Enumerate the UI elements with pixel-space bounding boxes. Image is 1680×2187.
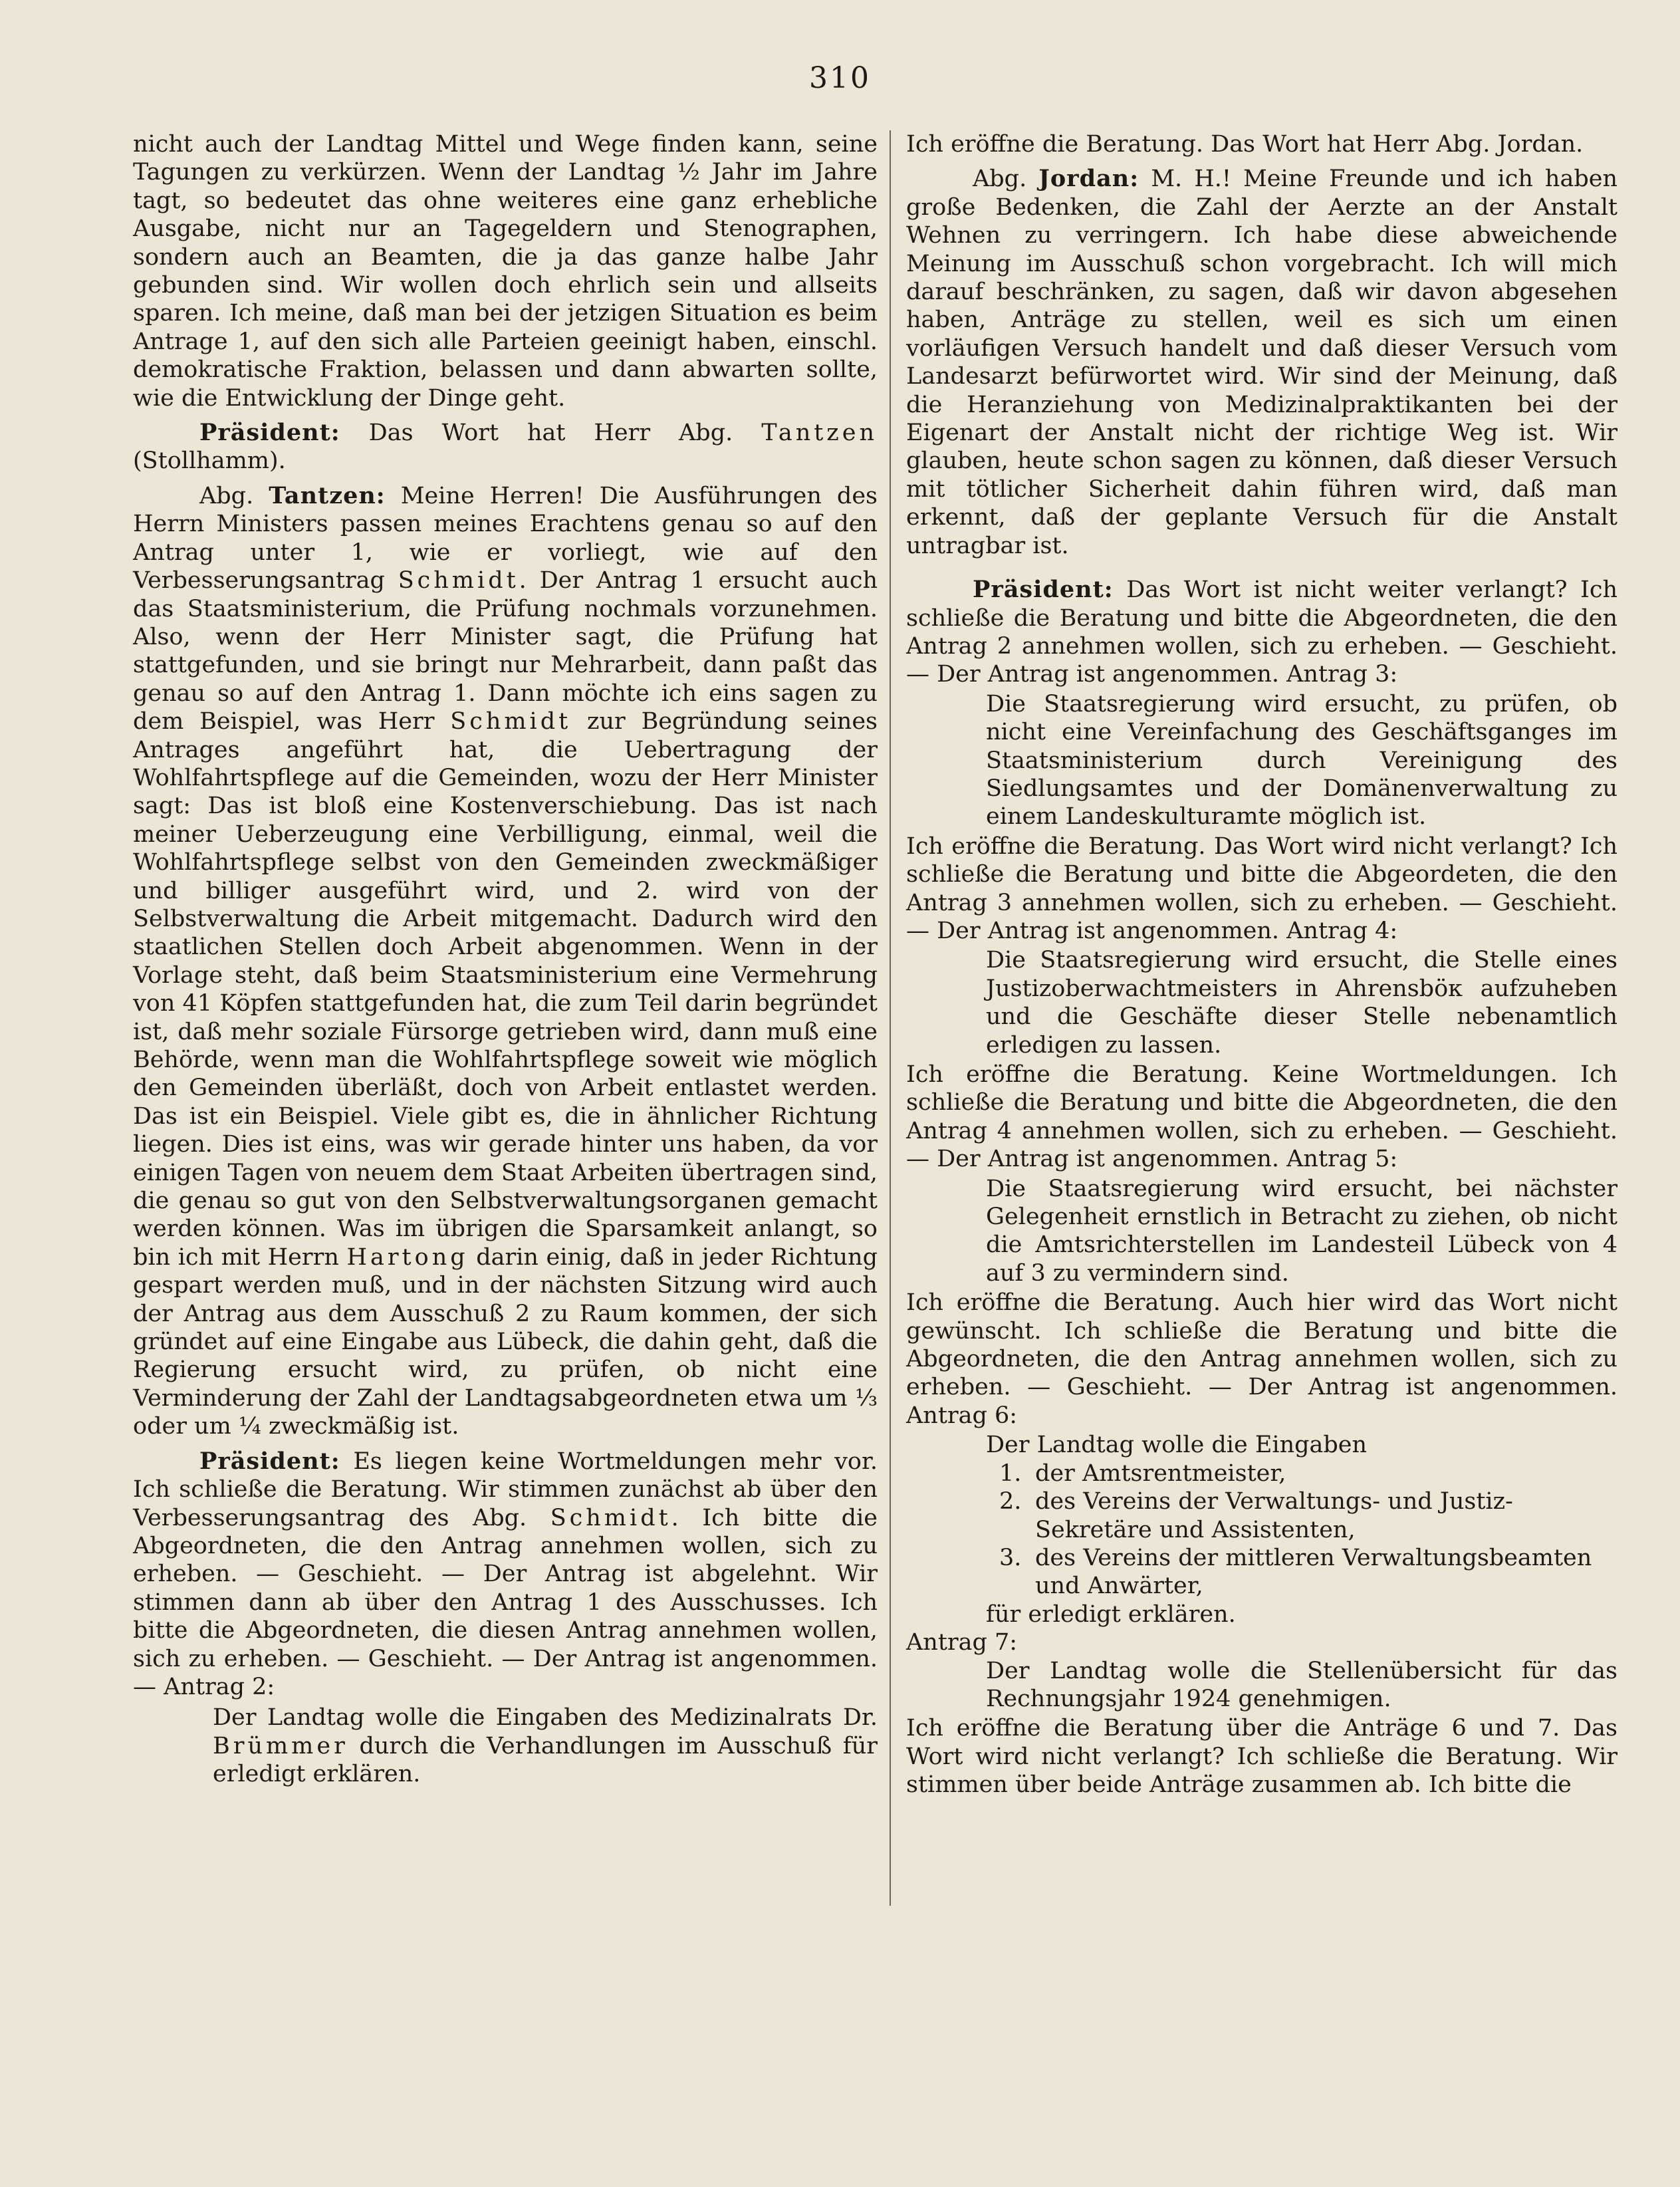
speaker-label: Tantzen: <box>269 481 386 509</box>
motion-heading: Antrag 7: <box>906 1629 1018 1656</box>
speaker-label: Präsident: <box>199 419 340 447</box>
speaker-paragraph: Abg. Jordan: M. H.! Meine Freunde und ich haben große Bedenken, die Zahl der Aerzte an der Anstalt Wehnen zu verringern. Ich habe diese abweichende Meinung im Ausschuß schon vorgebracht. Ich will mich darauf beschränken, zu sagen, daß wir davon abgesehen haben, Anträge zu stellen, weil es sich um einen vorläufigen Versuch handelt und daß dieser Versuch vom Landesarzt befürwortet wird. Wir sind der Meinung, daß die Heranziehung von Medizinalpraktikanten bei der Eigenart der Anstalt nicht der richtige Weg ist. Wir glauben, heute schon sagen zu können, daß dieser Versuch mit tötlicher Sicherheit dahin führen wird, daß man erkennt, daß der geplante Versuch für die Anstalt untragbar ist. <box>906 165 1618 559</box>
motion-outro: für erledigt erklären. <box>986 1601 1236 1628</box>
list-item: 3. des Vereins der mittleren Verwaltungsbeamten und Anwärter, <box>999 1544 1592 1600</box>
petition-list <box>999 1460 1618 1601</box>
motion-intro: Der Landtag wolle die Eingaben <box>986 1432 1368 1459</box>
spaced-name: Schmidt <box>550 1504 671 1531</box>
speaker-label: Präsident: <box>973 576 1114 604</box>
spaced-name: Brümmer <box>213 1732 348 1759</box>
paragraph: Ich eröffne die Beratung. Keine Wortmeldungen. Ich schließe die Beratung und bitte die Abgeordneten, die den Antrag 4 annehmen wollen, sich zu erheben. — Geschieht. — Der Antrag ist angenommen. Antrag 5: <box>906 1061 1618 1173</box>
motion-text: Der Landtag wolle die Eingaben des Medizinalrats Dr. Brümmer durch die Verhandlungen im Ausschuß für erledigt erklären. <box>213 1704 878 1788</box>
list-item: 2. des Vereins der Verwaltungs- und Justiz-Sekretäre und Assistenten, <box>999 1488 1513 1543</box>
right-column <box>906 130 1618 1799</box>
spaced-name: Hartong <box>346 1243 469 1271</box>
paragraph: Ich eröffne die Beratung. Das Wort wird nicht verlangt? Ich schließe die Beratung und bitte die Abgeordeten, die den Antrag 3 annehmen wollen, sich zu erheben. — Geschieht. — Der Antrag ist angenommen. Antrag 4: <box>906 833 1618 944</box>
speaker-paragraph: Präsident: Es liegen keine Wortmeldungen mehr vor. Ich schließe die Beratung. Wir stimmen zunächst ab über den Verbesserungsantrag des Abg. Schmidt. Ich bitte die Abgeordneten, die den Antrag annehmen wollen, sich zu erheben. — Geschieht. — Der Antrag ist abgelehnt. Wir stimmen dann ab über den Antrag 1 des Ausschusses. Ich bitte die Abgeordneten, die diesen Antrag annehmen wollen, sich zu erheben. — Geschieht. — Der Antrag ist angenommen. — Antrag 2: <box>133 1447 878 1700</box>
motion-text: Die Staatsregierung wird ersucht, bei nächster Gelegenheit ernstlich in Betracht zu ziehen, ob nicht die Amtsrichterstellen im Landesteil Lübeck von 4 auf 3 zu vermindern sind. <box>986 1175 1618 1287</box>
page-number: 310 <box>809 61 871 95</box>
motion-text: Die Staatsregierung wird ersucht, zu prüfen, ob nicht eine Vereinfachung des Geschäftsganges im Staatsministerium durch Vereinigung des Siedlungsamtes und der Domänenverwaltung zu einem Landeskulturamte möglich ist. <box>986 690 1618 831</box>
paragraph: Ich eröffne die Beratung. Das Wort hat Herr Abg. Jordan. <box>906 131 1584 158</box>
column-divider <box>890 130 891 1906</box>
motion-text: Die Staatsregierung wird ersucht, die Stelle eines Justizoberwachtmeisters in Ahrensböк aufzuheben und die Geschäfte dieser Stelle nebenamtlich erledigen zu lassen. <box>986 947 1618 1059</box>
motion-list <box>986 1431 1618 1628</box>
spaced-name: Schmidt <box>450 708 572 735</box>
speaker-label: Präsident: <box>199 1447 340 1475</box>
speaker-label: Jordan: <box>1038 165 1140 193</box>
spaced-name: Schmidt <box>398 567 519 594</box>
speaker-paragraph: Präsident: Das Wort ist nicht weiter verlangt? Ich schließe die Beratung und bitte die Abgeordneten, die den Antrag 2 annehmen wollen, sich zu erheben. — Geschieht. — Der Antrag ist angenommen. Antrag 3: <box>906 576 1618 688</box>
paragraph: Ich eröffne die Beratung über die Anträge 6 und 7. Das Wort wird nicht verlangt? Ich schließe die Beratung. Wir stimmen über beide Anträge zusammen ab. Ich bitte die <box>906 1715 1618 1799</box>
paragraph: Ich eröffne die Beratung. Auch hier wird das Wort nicht gewünscht. Ich schließe die Beratung und bitte die Abgeordneten, die den Antrag annehmen wollen, sich zu erheben. — Geschieht. — Der Antrag ist angenommen. Antrag 6: <box>906 1289 1618 1429</box>
motion-text: Der Landtag wolle die Stellenübersicht für das Rechnungsjahr 1924 genehmigen. <box>986 1657 1618 1712</box>
left-column <box>133 130 878 1789</box>
list-item: 1. der Amtsrentmeister, <box>999 1460 1286 1487</box>
spaced-name: Tantzen <box>761 420 878 447</box>
speaker-paragraph: Präsident: Das Wort hat Herr Abg. Tantzen (Stollhamm). <box>133 419 878 475</box>
paragraph: nicht auch der Landtag Mittel und Wege finden kann, seine Tagungen zu verkürzen. Wenn der Landtag ½ Jahr im Jahre tagt, so bedeutet das ohne weiteres eine ganz erhebliche Ausgabe, nicht nur an Tagegeldern und Stenographen, sondern auch an Beamten, die ja das ganze halbe Jahr gebunden sind. Wir wollen doch ehrlich sein und allseits sparen. Ich meine, daß man bei der jetzigen Situation es beim Antrage 1, auf den sich alle Parteien geeinigt haben, einschl. demokratische Fraktion, belassen und dann abwarten sollte, wie die Entwicklung der Dinge geht. <box>133 131 878 412</box>
speaker-paragraph: Abg. Tantzen: Meine Herren! Die Ausführungen des Herrn Ministers passen meines Erachtens genau so auf den Antrag unter 1, wie er vorliegt, wie auf den Verbesserungsantrag Schmidt. Der Antrag 1 ersucht auch das Staatsministerium, die Prüfung nochmals vorzunehmen. Also, wenn der Herr Minister sagt, die Prüfung hat stattgefunden, und sie bringt nur Mehrarbeit, dann paßt das genau so auf den Antrag 1. Dann möchte ich eins sagen zu dem Beispiel, was Herr Schmidt zur Begründung seines Antrages angeführt hat, die Uebertragung der Wohlfahrtspflege auf die Gemeinden, wozu der Herr Minister sagt: Das ist bloß eine Kostenverschiebung. Das ist nach meiner Ueberzeugung eine Verbilligung, einmal, weil die Wohlfahrtspflege selbst von den Gemeinden zweckmäßiger und billiger ausgeführt wird, und 2. wird von der Selbstverwaltung die Arbeit mitgemacht. Dadurch wird den staatlichen Stellen doch Arbeit abgenommen. Wenn in der Vorlage steht, daß beim Staatsministerium eine Vermehrung von 41 Köpfen stattgefunden hat, die zum Teil darin begründet ist, daß mehr soziale Fürsorge getrieben wird, dann muß eine Behörde, wenn man die Wohlfahrtspflege soweit wie möglich den Gemeinden überläßt, doch von Arbeit entlastet werden. Das ist ein Beispiel. Viele gibt es, die in ähnlicher Richtung liegen. Dies ist eins, was wir gerade hinter uns haben, da vor einigen Tagen von neuem dem Staat Arbeiten übertragen sind, die genau so gut von den Selbstverwaltungsorganen gemacht werden können. Was im übrigen die Sparsamkeit anlangt, so bin ich mit Herrn Hartong darin einig, daß in jeder Richtung gespart werden muß, und in der nächsten Sitzung wird auch der Antrag aus dem Ausschuß 2 zu Raum kommen, der sich gründet auf eine Eingabe aus Lübeck, die dahin geht, daß die Regierung ersucht wird, zu prüfen, ob nicht eine Verminderung der Zahl der Landtagsabgeordneten etwa um ⅓ oder um ¼ zweckmäßig ist. <box>133 481 878 1440</box>
